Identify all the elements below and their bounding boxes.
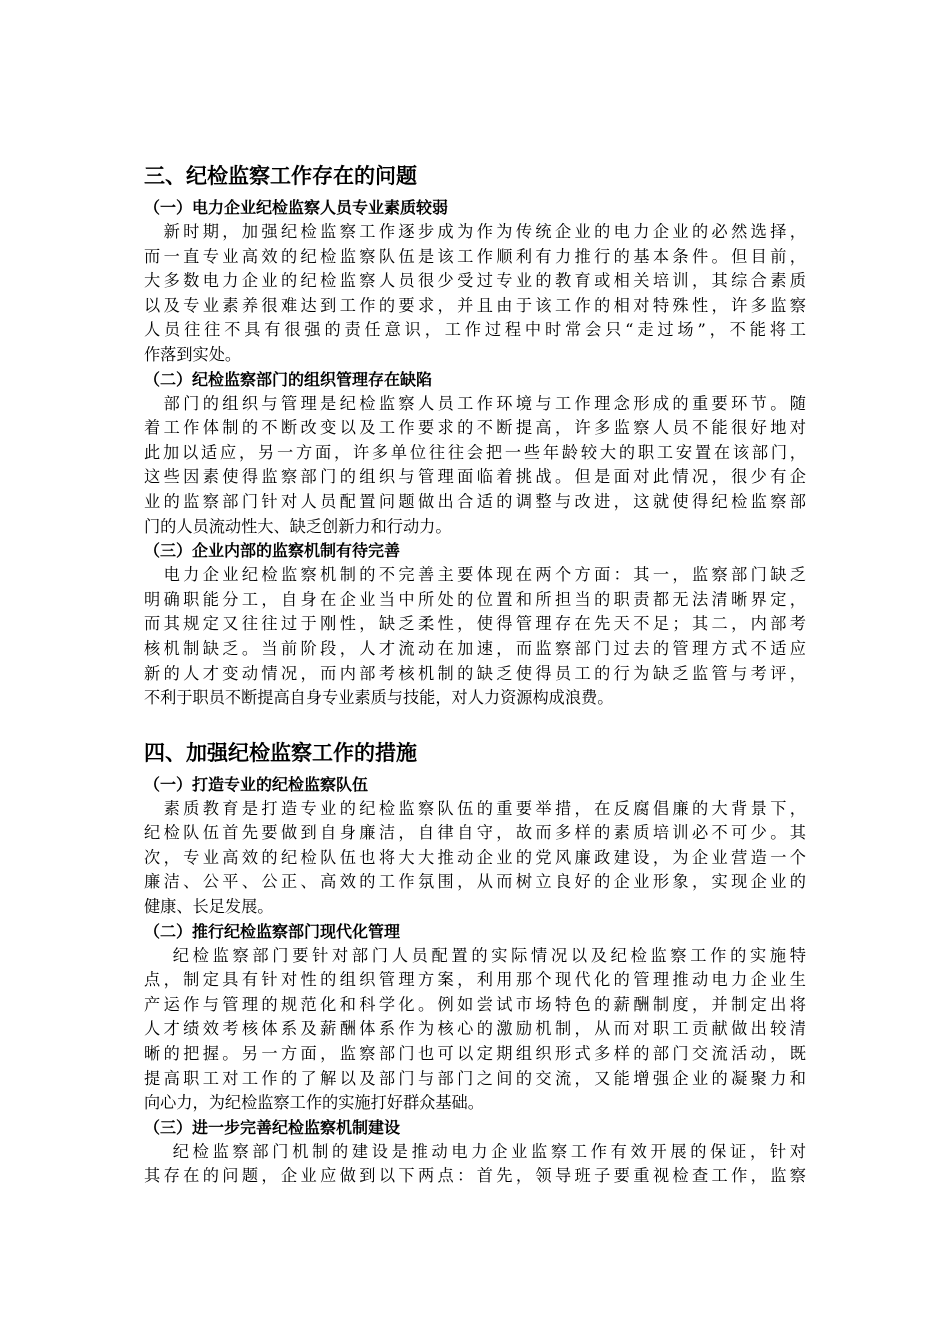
paragraph-line: 新的人才变动情况，而内部考核机制的缺乏使得员工的行为缺乏监管与考评， [144, 663, 806, 683]
paragraph [144, 563, 806, 711]
paragraph-line: 其存在的问题，企业应做到以下两点：首先，领导班子要重视检查工作，监察 [144, 1166, 806, 1186]
paragraph-line: 而一直专业高效的纪检监察队伍是该工作顺利有力推行的基本条件。但目前， [144, 246, 806, 266]
paragraph-line: 部门的组织与管理是纪检监察人员工作环境与工作理念形成的重要环节。随 [144, 393, 806, 413]
paragraph-line: 这些因素使得监察部门的组织与管理面临着挑战。但是面对此情况，很少有企 [144, 467, 806, 487]
section-title: 四、加强纪检监察工作的措施 [144, 740, 417, 765]
paragraph-line: 不利于职员不断提高自身专业素质与技能，对人力资源构成浪费。 [144, 688, 614, 708]
paragraph-line: 点，制定具有针对性的组织管理方案，利用那个现代化的管理推动电力企业生 [144, 970, 806, 990]
subsection-title: （二）推行纪检监察部门现代化管理 [144, 921, 401, 941]
paragraph [144, 392, 806, 540]
paragraph-line: 作落到实处。 [144, 344, 242, 364]
paragraph [144, 944, 806, 1116]
paragraph-line: 纪检队伍首先要做到自身廉洁，自律自守，故而多样的素质培训必不可少。其 [144, 823, 806, 843]
paragraph-line: 而其规定又往往过于刚性，缺乏柔性，使得管理存在先天不足；其二，内部考 [144, 614, 806, 634]
paragraph [144, 1140, 806, 1189]
paragraph-line: 纪检监察部门要针对部门人员配置的实际情况以及纪检监察工作的实施特 [144, 945, 806, 965]
paragraph-line: 次，专业高效的纪检队伍也将大大推动企业的党风廉政建设，为企业营造一个 [144, 847, 806, 867]
paragraph-line: 新时期，加强纪检监察工作逐步成为作为传统企业的电力企业的必然选择， [144, 222, 806, 241]
paragraph-line: 健康、长足发展。 [144, 897, 274, 917]
paragraph-line: 向心力，为纪检监察工作的实施打好群众基础。 [144, 1093, 484, 1113]
paragraph-line: 以及专业素养很难达到工作的要求，并且由于该工作的相对特殊性，许多监察 [144, 295, 806, 315]
paragraph-line: 明确职能分工，自身在企业当中所处的位置和所担当的职责都无法清晰界定， [144, 589, 806, 609]
paragraph-line: 提高职工对工作的了解以及部门与部门之间的交流，又能增强企业的凝聚力和 [144, 1068, 806, 1088]
document-page [144, 158, 806, 1189]
paragraph-line: 纪检监察部门机制的建设是推动电力企业监察工作有效开展的保证，针对 [144, 1141, 806, 1161]
subsection-title: （二）纪检监察部门的组织管理存在缺陷 [144, 369, 433, 389]
subsection-title: （一）打造专业的纪检监察队伍 [144, 774, 369, 794]
subsection-title: （一）电力企业纪检监察人员专业素质较弱 [144, 198, 449, 217]
paragraph-line: 晰的把握。另一方面，监察部门也可以定期组织形式多样的部门交流活动，既 [144, 1044, 806, 1064]
paragraph-line: 人才绩效考核体系及薪酬体系作为核心的激励机制，从而对职工贡献做出较清 [144, 1019, 806, 1039]
paragraph-line: 着工作体制的不断改变以及工作要求的不断提高，许多监察人员不能很好地对 [144, 418, 806, 438]
paragraph-line: 业的监察部门针对人员配置问题做出合适的调整与改进，这就使得纪检监察部 [144, 491, 806, 511]
paragraph [144, 220, 806, 368]
paragraph-line: 此加以适应，另一方面，许多单位往往会把一些年龄较大的职工安置在该部门， [144, 442, 806, 462]
paragraph-line: 大多数电力企业的纪检监察人员很少受过专业的教育或相关培训，其综合素质 [144, 271, 806, 291]
paragraph [144, 797, 806, 920]
paragraph-line: 廉洁、公平、公正、高效的工作氛围，从而树立良好的企业形象，实现企业的 [144, 872, 806, 892]
paragraph-line: 核机制缺乏。当前阶段，人才流动在加速，而监察部门过去的管理方式不适应 [144, 638, 806, 658]
paragraph-line: 人员往往不具有很强的责任意识，工作过程中时常会只“走过场”，不能将工 [144, 320, 806, 340]
subsection-title: （三）企业内部的监察机制有待完善 [144, 541, 401, 561]
paragraph-line: 电力企业纪检监察机制的不完善主要体现在两个方面：其一，监察部门缺乏 [144, 565, 806, 585]
paragraph-line: 素质教育是打造专业的纪检监察队伍的重要举措，在反腐倡廉的大背景下， [144, 798, 806, 818]
paragraph-line: 产运作与管理的规范化和科学化。例如尝试市场特色的薪酬制度，并制定出将 [144, 994, 806, 1014]
section-title: 三、纪检监察工作存在的问题 [144, 164, 417, 188]
paragraph-line: 门的人员流动性大、缺乏创新力和行动力。 [144, 516, 452, 536]
subsection-title: （三）进一步完善纪检监察机制建设 [144, 1117, 401, 1137]
